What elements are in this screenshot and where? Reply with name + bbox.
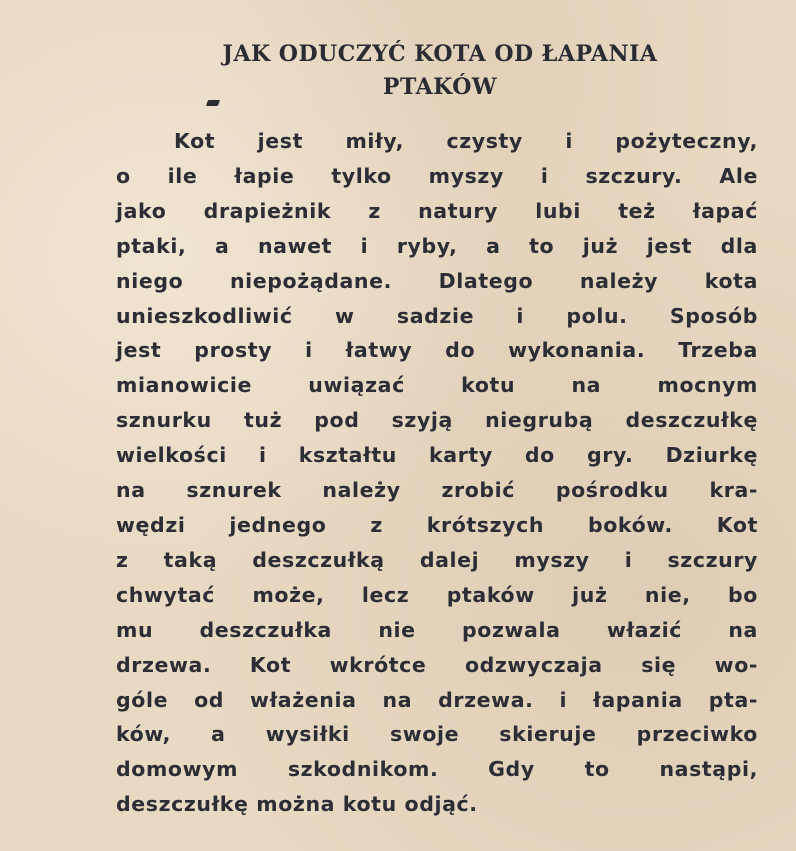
body-line: ków, a wysiłki swoje skieruje przeciwko — [116, 722, 758, 747]
body-line: chwytać może, lecz ptaków już nie, bo — [116, 582, 758, 607]
article-title — [150, 38, 730, 104]
body-line: o ile łapie tylko myszy i szczury. Ale — [116, 163, 758, 188]
body-line: deszczułkę można kotu odjąć. — [116, 792, 478, 817]
body-line: niego niepożądane. Dlatego należy kota — [116, 268, 758, 293]
body-line: sznurku tuż pod szyją niegrubą deszczułkę — [116, 408, 758, 433]
body-line: z taką deszczułką dalej myszy i szczury — [116, 547, 758, 572]
body-line: na sznurek należy zrobić pośrodku kra- — [116, 478, 758, 503]
body-line: góle od włażenia na drzewa. i łapania pta- — [116, 687, 758, 712]
article-title-line-1: JAK ODUCZYĆ KOTA OD ŁAPANIA — [222, 41, 658, 67]
body-line: unieszkodliwić w sadzie i polu. Sposób — [116, 303, 758, 328]
article-title-line-2: PTAKÓW — [382, 74, 498, 100]
body-line: wielkości i kształtu karty do gry. Dziurkę — [116, 443, 758, 468]
body-line: wędzi jednego z krótszych boków. Kot — [116, 512, 758, 537]
body-line: jako drapieżnik z natury lubi też łapać — [116, 198, 758, 223]
body-line: ptaki, a nawet i ryby, a to już jest dla — [116, 233, 758, 258]
body-line: domowym szkodnikom. Gdy to nastąpi, — [116, 757, 758, 782]
article-body — [116, 124, 758, 822]
print-mark — [206, 100, 220, 106]
body-line: jest prosty i łatwy do wykonania. Trzeba — [116, 338, 758, 363]
body-line: drzewa. Kot wkrótce odzwyczaja się wo- — [116, 652, 758, 677]
body-line: mu deszczułka nie pozwala włazić na — [116, 617, 758, 642]
body-line: Kot jest miły, czysty i pożyteczny, — [174, 129, 758, 153]
body-line: mianowicie uwiązać kotu na mocnym — [116, 373, 758, 398]
